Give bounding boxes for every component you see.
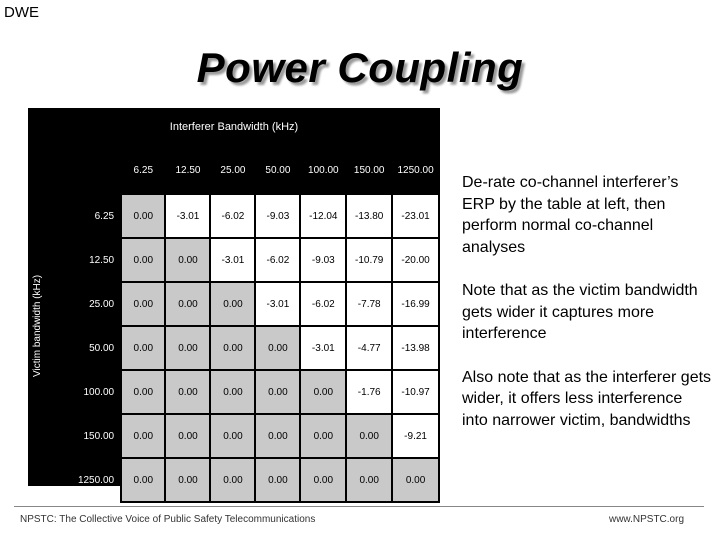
table-cell: 0.00 (346, 414, 392, 458)
table-row (52, 414, 439, 458)
table-cell: 0.00 (165, 238, 210, 282)
row-header: 50.00 (89, 342, 115, 354)
table-cell: 0.00 (210, 414, 255, 458)
interferer-bandwidth-heading: Interferer Bandwidth (kHz) (169, 121, 299, 133)
bullet-3: Also note that as the interferer gets wider, it offers less interference into narrower victim, bandwidths (462, 368, 712, 429)
table-row (52, 282, 439, 326)
table-row (52, 194, 439, 238)
table-cell: -13.98 (392, 326, 439, 370)
power-coupling-table (28, 108, 440, 486)
table-cell: 0.00 (210, 326, 255, 370)
row-header: 6.25 (94, 210, 115, 222)
table-cell: -3.01 (165, 194, 210, 238)
column-header-row (52, 148, 439, 194)
table-cell: -6.02 (255, 238, 300, 282)
row-header: 12.50 (89, 254, 115, 266)
table-cell: -4.77 (346, 326, 392, 370)
table-cell: -6.02 (210, 194, 255, 238)
table-cell: 0.00 (210, 458, 255, 502)
table-row (52, 238, 439, 282)
corner-label: DWE (4, 4, 39, 21)
footer-left-text: NPSTC: The Collective Voice of Public Safety Telecommunications (20, 514, 316, 525)
table-cell: -7.78 (346, 282, 392, 326)
table-cell: -3.01 (210, 238, 255, 282)
column-header: 12.50 (175, 165, 201, 176)
column-header: 150.00 (353, 165, 385, 176)
table-row (52, 326, 439, 370)
table-row (52, 370, 439, 414)
table-cell: -20.00 (392, 238, 439, 282)
row-header: 25.00 (89, 298, 115, 310)
table-cell: 0.00 (300, 414, 346, 458)
table-cell: -3.01 (255, 282, 300, 326)
footer-url: www.NPSTC.org (608, 514, 684, 525)
table-cell: 0.00 (346, 458, 392, 502)
table-cell: -6.02 (300, 282, 346, 326)
bullet-2: Note that as the victim bandwidth gets wider it captures more interference (462, 282, 698, 342)
table-cell: -16.99 (392, 282, 439, 326)
bullet-list (462, 172, 712, 453)
table-cell: -12.04 (300, 194, 346, 238)
table-cell: 0.00 (121, 414, 165, 458)
table-cell: 0.00 (121, 458, 165, 502)
table-cell: -10.79 (346, 238, 392, 282)
table-row (52, 458, 439, 502)
table-cell: -3.01 (300, 326, 346, 370)
column-header: 100.00 (308, 165, 339, 176)
table-cell: 0.00 (300, 458, 346, 502)
table-cell: 0.00 (255, 414, 300, 458)
table-cell: 0.00 (121, 238, 165, 282)
table-cell: -23.01 (392, 194, 439, 238)
coupling-grid (52, 108, 440, 503)
table-cell: -1.76 (346, 370, 392, 414)
table-cell: 0.00 (165, 370, 210, 414)
table-cell: 0.00 (255, 326, 300, 370)
table-cell: 0.00 (210, 282, 255, 326)
table-cell: 0.00 (300, 370, 346, 414)
table-cell: 0.00 (255, 458, 300, 502)
slide-title: Power Coupling (196, 44, 524, 91)
column-header: 6.25 (133, 165, 154, 176)
column-header: 50.00 (265, 165, 291, 176)
row-header: 150.00 (83, 430, 115, 442)
table-cell: 0.00 (165, 414, 210, 458)
column-header: 25.00 (220, 165, 246, 176)
bullet-1: De-rate co-channel interferer’s ERP by the table at left, then perform normal co-channel analyses (462, 174, 679, 256)
table-cell: 0.00 (165, 458, 210, 502)
table-cell: 0.00 (121, 326, 165, 370)
row-header: 100.00 (83, 386, 115, 398)
column-header: 1250.00 (397, 165, 434, 176)
table-cell: 0.00 (121, 370, 165, 414)
row-header: 1250.00 (77, 474, 115, 486)
table-cell: 0.00 (121, 194, 165, 238)
table-cell: 0.00 (121, 282, 165, 326)
table-cell: -13.80 (346, 194, 392, 238)
table-cell: 0.00 (210, 370, 255, 414)
table-cell: -9.03 (300, 238, 346, 282)
table-cell: 0.00 (392, 458, 439, 502)
table-cell: -9.21 (392, 414, 439, 458)
table-cell: 0.00 (165, 282, 210, 326)
table-cell: 0.00 (165, 326, 210, 370)
footer-divider (14, 506, 704, 507)
table-cell: 0.00 (255, 370, 300, 414)
table-cell: -10.97 (392, 370, 439, 414)
table-cell: -9.03 (255, 194, 300, 238)
victim-bandwidth-heading: Victim bandwidth (kHz) (32, 274, 43, 378)
